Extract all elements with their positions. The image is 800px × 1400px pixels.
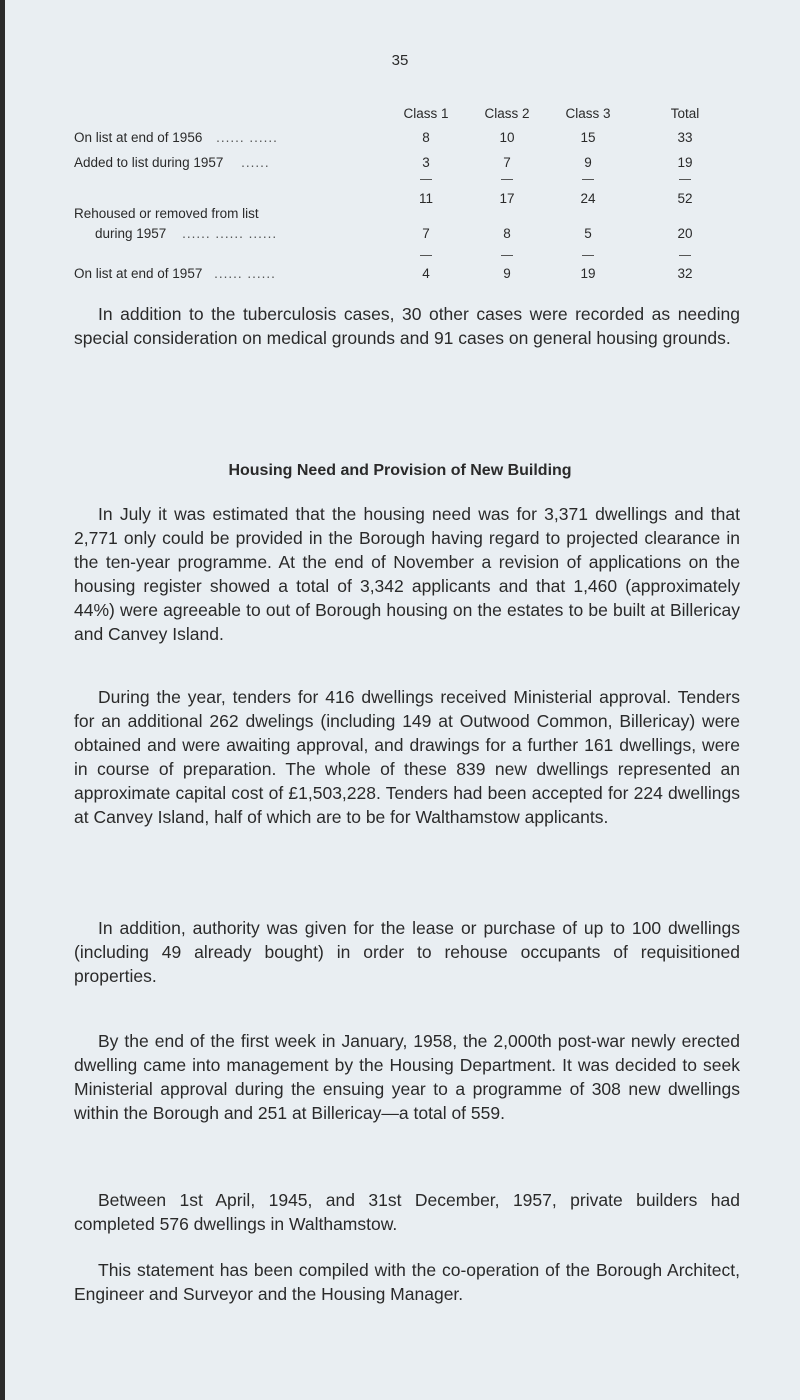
sum-rule bbox=[679, 255, 691, 256]
leader-dots: ...... bbox=[241, 155, 270, 170]
page-number: 35 bbox=[391, 52, 409, 69]
table-cell: 52 bbox=[677, 191, 693, 206]
table-row-label bbox=[95, 226, 277, 241]
table-cell: 10 bbox=[499, 130, 515, 145]
table-cell: 33 bbox=[677, 130, 693, 145]
table-cell: 4 bbox=[422, 266, 430, 281]
sum-rule bbox=[501, 255, 513, 256]
table-cell: 9 bbox=[584, 155, 592, 170]
table-header: Total bbox=[670, 106, 700, 121]
table-row-label bbox=[74, 155, 270, 170]
table-row-label bbox=[74, 266, 276, 281]
paragraph: In July it was estimated that the housing need was for 3,371 dwellings and that 2,771 only could be provided in the Borough having regard to projected clearance in the ten-year programme. At the end of November a revision of applications on the housing register showed a total of 3,342 applicants and that 1,460 (approximately 44%) were agreeable to out of Borough housing on the estates to be built at Billericay and Canvey Island. bbox=[74, 504, 740, 644]
table-cell: 15 bbox=[580, 130, 596, 145]
paragraph: In addition, authority was given for the lease or purchase of up to 100 dwellings (including 49 already bought) in order to rehouse occupants of requisitioned properties. bbox=[74, 918, 740, 986]
paragraph: This statement has been compiled with the co-operation of the Borough Architect, Engineer and Surveyor and the Housing Manager. bbox=[74, 1260, 740, 1304]
table-row-label bbox=[74, 130, 278, 145]
sum-rule bbox=[501, 179, 513, 180]
table-row-label-line1: Rehoused or removed from list bbox=[74, 206, 259, 221]
row-label-text: during 1957 bbox=[95, 226, 167, 241]
table-header: Class 1 bbox=[403, 106, 449, 121]
sum-rule bbox=[420, 179, 432, 180]
table-cell: 24 bbox=[580, 191, 596, 206]
table-cell: 7 bbox=[422, 226, 430, 241]
table-cell: 19 bbox=[580, 266, 596, 281]
sum-rule bbox=[582, 179, 594, 180]
row-label-text: Added to list during 1957 bbox=[74, 155, 224, 170]
table-cell: 19 bbox=[677, 155, 693, 170]
sum-rule bbox=[679, 179, 691, 180]
leader-dots: ...... ...... ...... bbox=[182, 226, 278, 241]
leader-dots: ...... ...... bbox=[214, 266, 276, 281]
table-cell: 5 bbox=[584, 226, 592, 241]
table-cell: 11 bbox=[418, 191, 433, 206]
sum-rule bbox=[420, 255, 432, 256]
housing-list-table bbox=[0, 0, 800, 300]
paragraph: In addition to the tuberculosis cases, 30 other cases were recorded as needing special consideration on medical grounds and 91 cases on general housing grounds. bbox=[74, 304, 740, 348]
table-header: Class 3 bbox=[565, 106, 611, 121]
table-cell: 3 bbox=[422, 155, 430, 170]
sum-rule bbox=[582, 255, 594, 256]
section-heading: Housing Need and Provision of New Building bbox=[228, 462, 572, 479]
table-cell: 8 bbox=[503, 226, 511, 241]
table-cell: 20 bbox=[677, 226, 693, 241]
table-header: Class 2 bbox=[484, 106, 530, 121]
paragraph: Between 1st April, 1945, and 31st December, 1957, private builders had completed 576 dwellings in Walthamstow. bbox=[74, 1190, 740, 1234]
table-cell: 9 bbox=[503, 266, 511, 281]
paragraph: By the end of the first week in January, 1958, the 2,000th post-war newly erected dwelling came into management by the Housing Department. It was decided to seek Ministerial approval during the ensuing year to a programme of 308 new dwellings within the Borough and 251 at Billericay—a total of 559. bbox=[74, 1031, 740, 1123]
table-cell: 17 bbox=[499, 191, 515, 206]
table-cell: 8 bbox=[422, 130, 430, 145]
table-cell: 7 bbox=[503, 155, 511, 170]
leader-dots: ...... ...... bbox=[216, 130, 278, 145]
table-cell: 32 bbox=[677, 266, 693, 281]
paragraph: During the year, tenders for 416 dwellings received Ministerial approval. Tenders for an additional 262 dwelings (including 149 at Outwood Common, Billericay) were obtained and were awaiting approval, and drawings for a further 161 dwellings, were in course of preparation. The whole of these 839 new dwellings represented an approximate capital cost of £1,503,228. Tenders had been accepted for 224 dwellings at Canvey Island, half of which are to be for Walthamstow applicants. bbox=[74, 687, 740, 827]
row-label-text: On list at end of 1956 bbox=[74, 130, 203, 145]
row-label-text: On list at end of 1957 bbox=[74, 266, 203, 281]
